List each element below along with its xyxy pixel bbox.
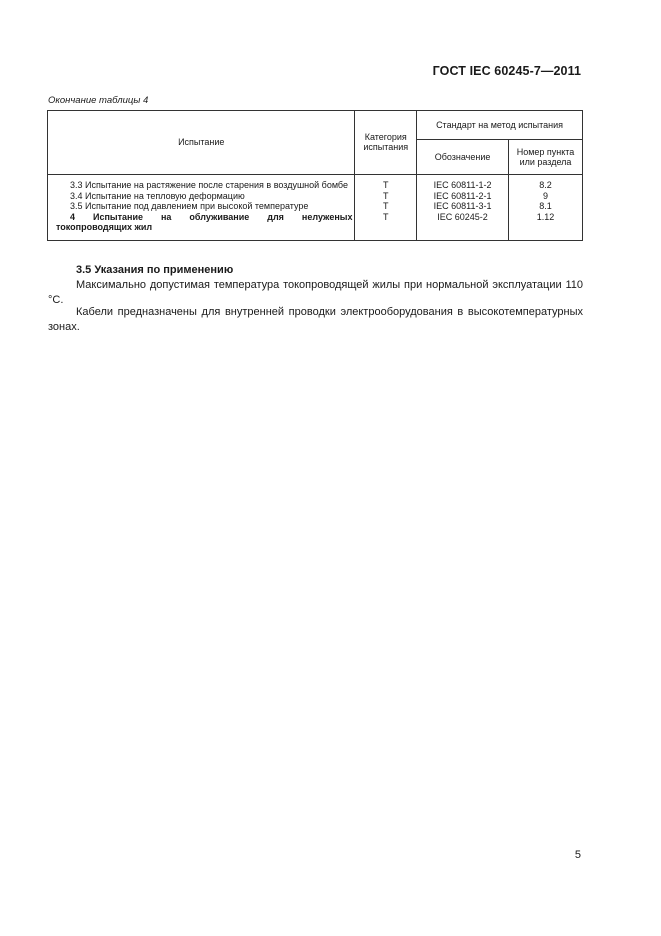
- document-code: ГОСТ IEC 60245-7—2011: [432, 64, 581, 78]
- row-clause: 9: [509, 191, 583, 202]
- row-designation: IEC 60811-1-2: [417, 175, 509, 191]
- header-test: Испытание: [48, 111, 355, 175]
- table-row: [48, 175, 583, 191]
- row-designation: IEC 60245-2: [417, 212, 509, 241]
- row-designation: IEC 60811-3-1: [417, 201, 509, 212]
- row-test-name: 3.4 Испытание на тепловую деформацию: [70, 190, 245, 201]
- row-clause: 1.12: [509, 212, 583, 241]
- table-row: [48, 201, 583, 212]
- test-table: [47, 110, 583, 241]
- header-standard-group: Стандарт на метод испытания: [417, 111, 583, 140]
- row-category: Т: [355, 212, 417, 241]
- row-test-name: 3.3 Испытание на растяжение после старения в воздушной бомбе: [70, 180, 348, 190]
- header-designation: Обозначение: [417, 140, 509, 175]
- row-test-name: 4 Испытание на облуживание для нелуженых токопроводящих жил: [56, 211, 353, 232]
- paragraph: Кабели предназначены для внутренней проводки электрооборудования в высокотемпературных зонах.: [48, 306, 583, 333]
- table-header-row: [48, 111, 583, 140]
- header-category: Категория испытания: [355, 111, 417, 175]
- row-clause: 8.1: [509, 201, 583, 212]
- table-row: [48, 212, 583, 241]
- row-clause: 8.2: [509, 175, 583, 191]
- page-number: 5: [574, 849, 581, 861]
- row-test-name: 3.5 Испытание под давлением при высокой температуре: [70, 201, 309, 211]
- header-clause: Номер пункта или раздела: [509, 140, 583, 175]
- table-caption: Окончание таблицы 4: [48, 95, 149, 106]
- row-category: Т: [355, 175, 417, 191]
- table-row: [48, 191, 583, 202]
- paragraph: Максимально допустимая температура токопроводящей жилы при нормальной эксплуатации 110 °С.: [48, 279, 583, 306]
- section-heading: 3.5 Указания по применению: [76, 264, 234, 276]
- row-designation: IEC 60811-2-1: [417, 191, 509, 202]
- row-category: Т: [355, 201, 417, 212]
- row-category: Т: [355, 191, 417, 202]
